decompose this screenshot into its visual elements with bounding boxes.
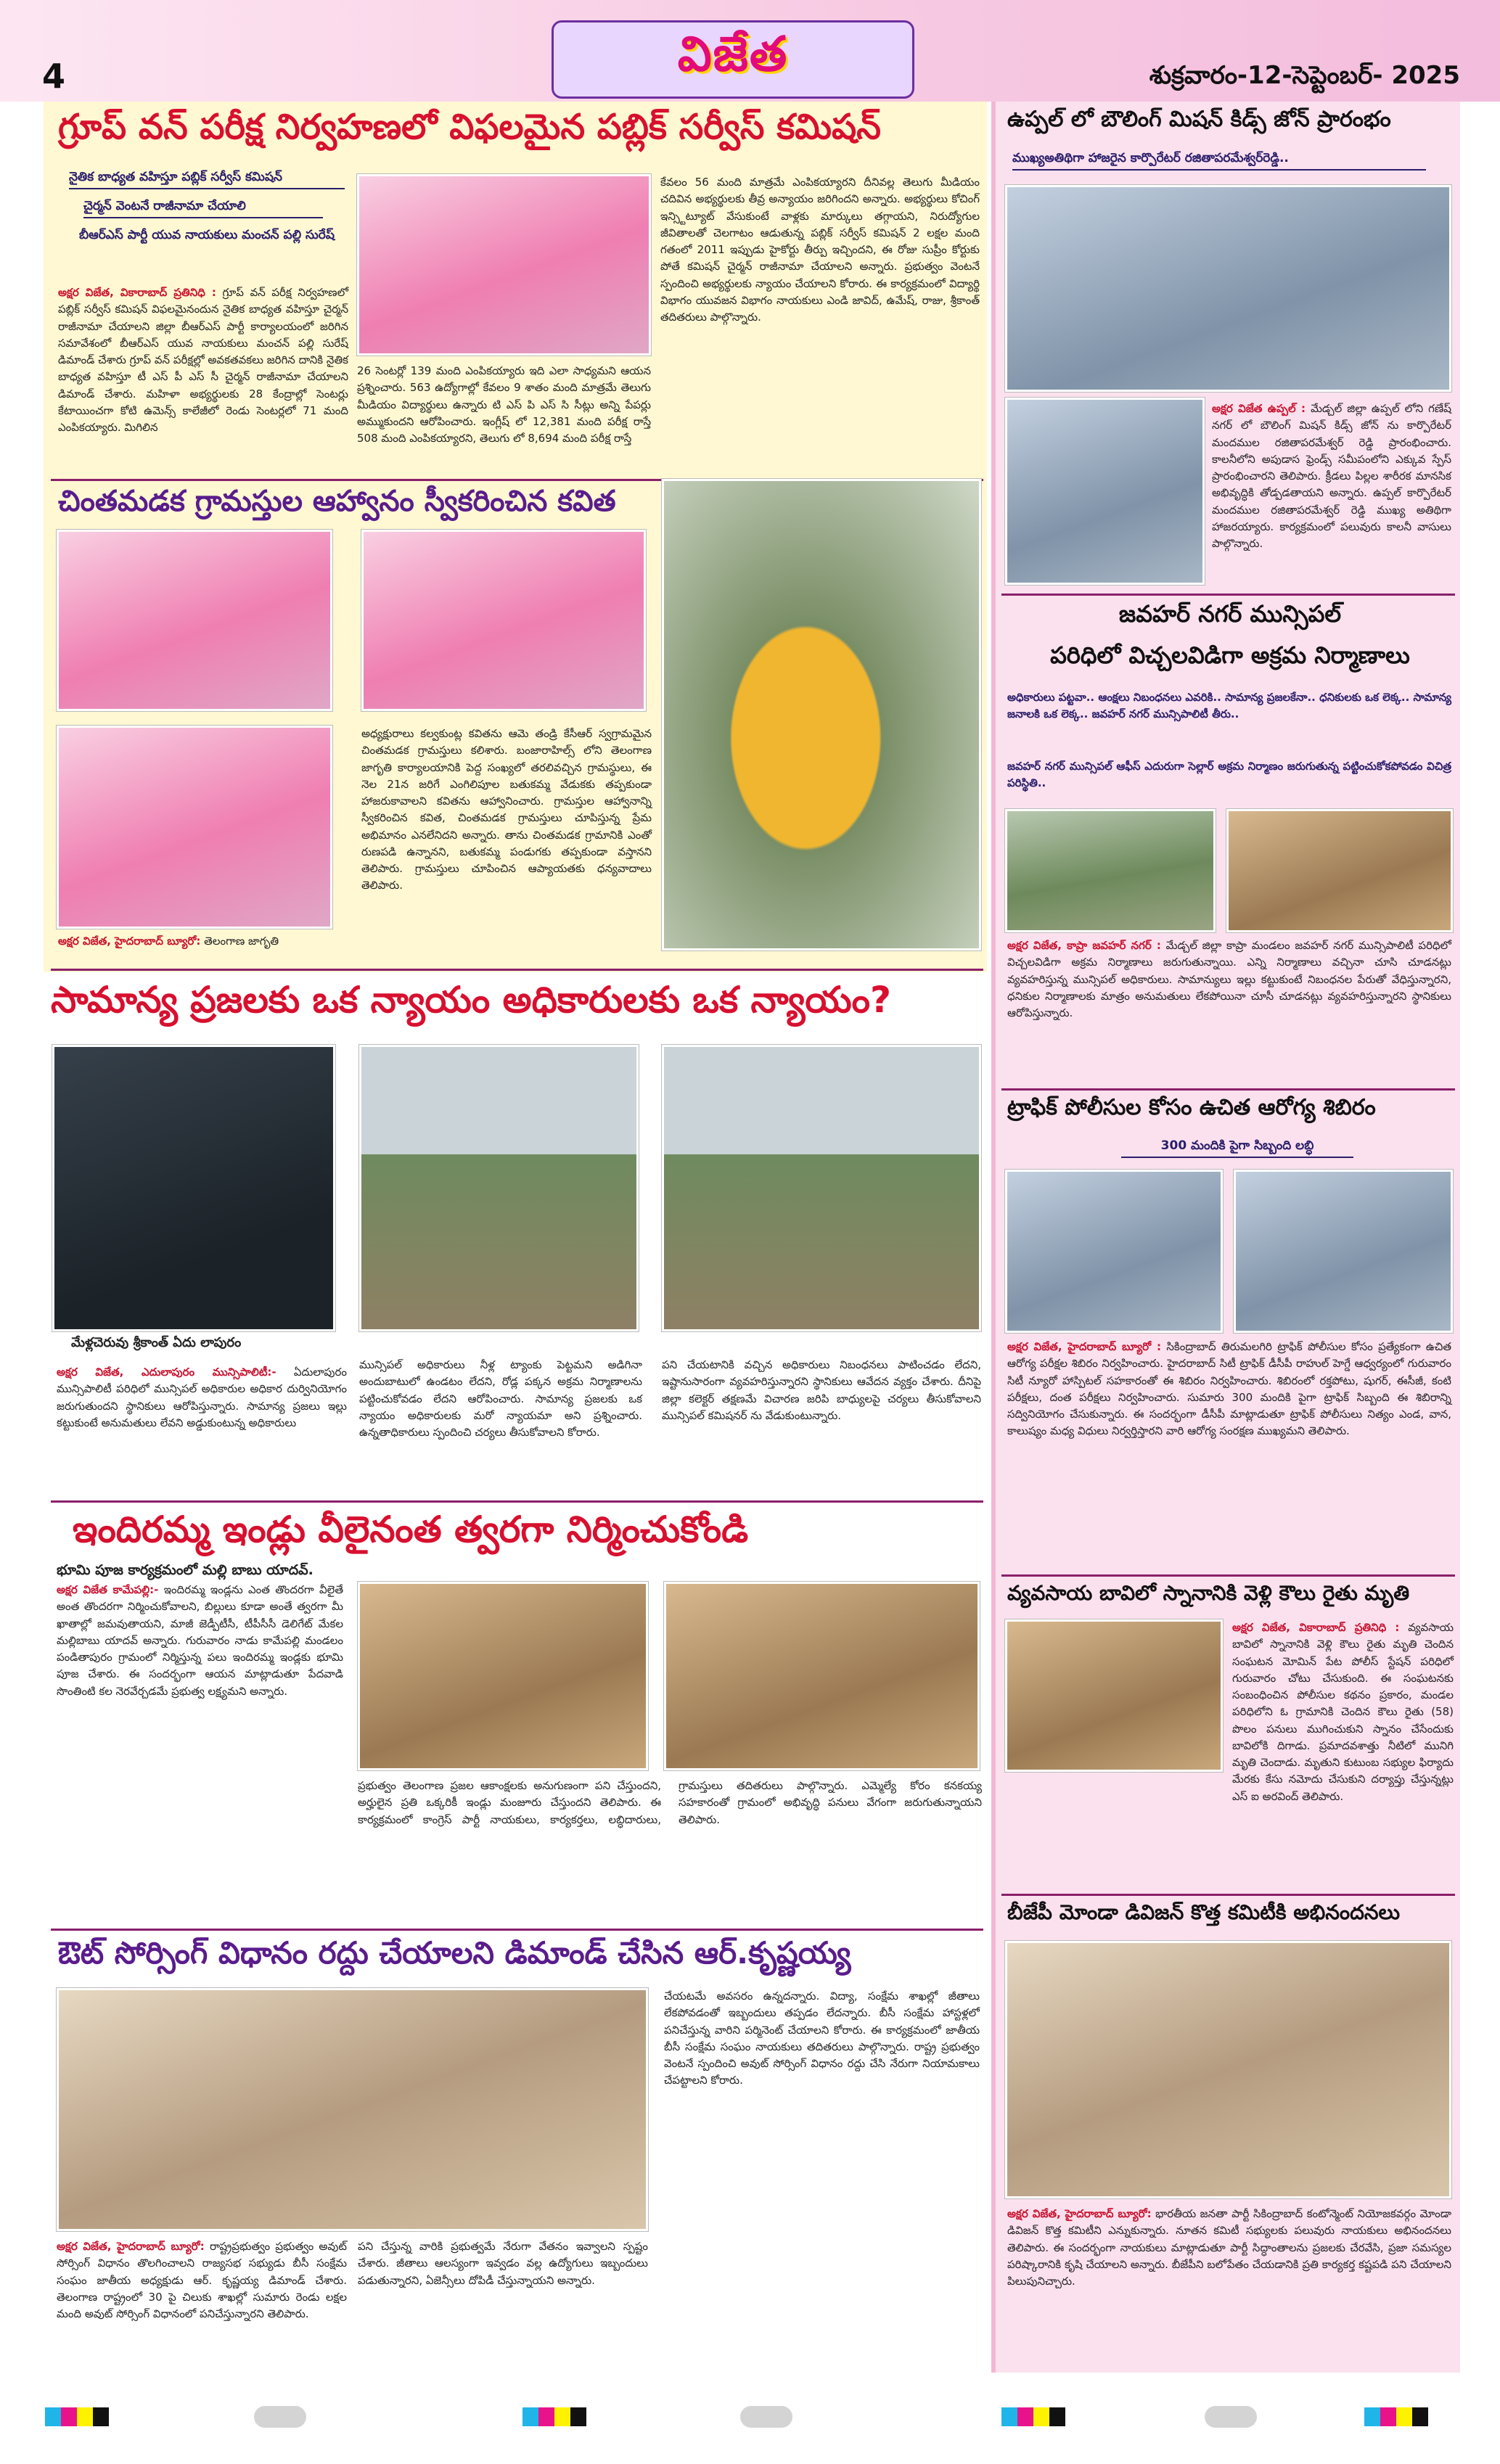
story1-subhead-1: నైతిక బాధ్యత వహిస్తూ పబ్లిక్ సర్వీస్ కమిషన్ [69,167,345,189]
story5-body-right: చేయటమే అవసరం ఉన్నదన్నారు. విద్యా, సంక్షేమ శాఖల్లో జీతాలు లేకపోవడంతో ఇబ్బందులు తప్పడం లేదన్నారు. బీసీ సంక్షేమ హాస్టళ్లలో పనిచేస్తున్న వారిని పర్మినెంట్ చేయాలని కోరారు. ఈ కార్యక్రమంలో జాతీయ బీసీ సంక్షేమ సంఘం నాయకులు తదితరులు పాల్గొన్నారు. రాష్ట్ర ప్రభుత్వం వెంటనే స్పందించి అవుట్ సోర్సింగ్ విధానం రద్దు చేసి నేరుగా నియామకాలు చేపట్టాలని కోరారు. [664,1989,980,2087]
right3-body-block [1007,1339,1451,1571]
page-number: 4 [42,57,66,96]
story4-body-left-block [57,1582,343,1923]
story3-body-left-block [57,1364,347,1495]
story4-subhead: భూమి పూజ కార్యక్రమంలో మల్లి బాబు యాదవ్. [57,1562,313,1578]
divider [1001,1894,1455,1896]
story1-body-left [58,284,348,473]
story5-photo-krishnaiah [57,1988,648,2231]
right5-body: భారతీయ జనతా పార్టీ సికింద్రాబాద్ కంటోన్మెంట్ నియోజకవర్గం మోండా డివిజన్ కొత్త కమిటీని ఎన్నుకున్నారు. నూతన కమిటీ సభ్యులకు పలువురు నాయకులు అభినందనలు తెలిపారు. ఈ సందర్భంగా నాయకులు మాట్లాడుతూ పార్టీ సిద్ధాంతాలను ప్రజలకు చేరవేసి, ప్రజా సమస్యల పరిష్కారానికి కృషి చేయాలని అన్నారు. బీజేపీని బలోపేతం చేయడానికి ప్రతి కార్యకర్త కష్టపడి పని చేయాలని పిలుపునిచ్చారు. [1007,2207,1451,2288]
right1-dateline: అక్షర విజేత ఉప్పల్ : [1212,402,1306,415]
right4-dateline: అక్షర విజేత, వికారాబాద్ ప్రతినిధి : [1232,1621,1400,1634]
story3-body-mid: మున్సిపల్ అధికారులు నీళ్ల ట్యాంకు పెట్టమని అడిగినా అందుబాటులో ఉండటం లేదని, రోడ్ల పక్కన అక్రమ నిర్మాణాలను పట్టించుకోవడం లేదని ఆరోపించారు. సామాన్య ప్రజలకు ఒక న్యాయం అధికారులకు మరో న్యాయమా అని ప్రశ్నించారు. ఉన్నతాధికారులు స్పందించి చర్యలు తీసుకోవాలని కోరారు. [359,1358,642,1439]
story4-headline: ఇందిరమ్మ ఇండ్లు వీలైనంత త్వరగా నిర్మించుకోండి [73,1508,749,1551]
story3-photo-srikanth [52,1045,335,1331]
right4-body-block [1232,1619,1454,1803]
right2-lead: అధికారులు పట్టవా.. ఆంక్షలు నిబంధనలు ఎవరికి.. సామాన్య ప్రజలకేనా.. ధనికులకు ఒక లెక్క.. సామాన్య జనాలకి ఒక లెక్క.. జవహర్ నగర్ మున్సిపాలిటీ తీరు.. [1007,691,1451,721]
story5-body-left-block [57,2238,347,2373]
story3-body-right: పని చేయటానికి వచ్చిన అధికారులు నిబంధనలు పాటించడం లేదని, ఇష్టానుసారంగా వ్యవహరిస్తున్నారని స్థానికులు ఆవేదన వ్యక్తం చేశారు. దీనిపై జిల్లా కలెక్టర్ తక్షణమే విచారణ జరిపి బాధ్యులపై చర్యలు తీసుకోవాలని మున్సిపల్ కమిషనర్ ను వేడుకుంటున్నారు. [662,1358,981,1422]
issue-date: శుక్రవారం-12-సెప్టెంబర్- 2025 [1149,61,1460,90]
registration-pill [740,2406,792,2428]
story5-headline: ఔట్ సోర్సింగ్ విధానం రద్దు చేయాలని డిమాండ్ చేసిన ఆర్.కృష్ణయ్య [58,1935,851,1971]
story4-body-right: ప్రభుత్వం తెలంగాణ ప్రజల ఆకాంక్షలకు అనుగుణంగా పని చేస్తుందని, అర్హులైన ప్రతి ఒక్కరికీ ఇండ్లు మంజూరు చేస్తుందని తెలిపారు. ఈ కార్యక్రమంలో కాంగ్రెస్ పార్టీ నాయకులు, కార్యకర్తలు, లబ్ధిదారులు, గ్రామస్తులు తదితరులు పాల్గొన్నారు. ఎమ్మెల్యే కోరం కనకయ్య సహకారంతో గ్రామంలో అభివృద్ధి పనులు వేగంగా జరుగుతున్నాయని తెలిపారు. [358,1779,982,1826]
right3-photo-camp-1 [1005,1170,1223,1333]
story1-dateline: అక్షర విజేత, వికారాబాద్ ప్రతినిధి : [58,286,216,299]
story2-dateline: అక్షర విజేత, హైదరాబాద్ బ్యూరో: [58,935,201,948]
right3-headline: ట్రాఫిక్ పోలీసుల కోసం ఉచిత ఆరోగ్య శిబిరం [1007,1095,1376,1120]
right4-photo [1005,1619,1223,1772]
story5-body-mid: పని చేస్తున్న వారికి ప్రభుత్వమే నేరుగా వేతనం ఇవ్వాలని స్పష్టం చేశారు. జీతాలు ఆలస్యంగా ఇవ్వడం వల్ల ఉద్యోగులు ఇబ్బందులు పడుతున్నారని, ఏజెన్సీలు దోపిడీ చేస్తున్నాయని అన్నారు. [358,2240,648,2287]
story3-headline: సామాన్య ప్రజలకు ఒక న్యాయం అధికారులకు ఒక న్యాయం? [51,979,891,1021]
right2-photo-construction [1226,809,1453,932]
story2-body-left: తెలంగాణ జాగృతి [204,935,279,948]
divider [1001,1574,1455,1577]
story4-dateline: అక్షర విజేత కామేపల్లి:- [57,1583,159,1596]
color-registration-bar [1001,2407,1065,2426]
story4-body-left: ఇందిరమ్మ ఇండ్లను ఎంత తొందరగా వీలైతే అంత తొందరగా నిర్మించుకోవాలని, బిల్లులు కూడా అంతే త్వరగా మీ ఖాతాల్లో జమవుతాయని, మాజీ జెడ్పీటీసీ, టీపీసీసీ డెలిగేట్ మేకల మల్లిబాబు యాదవ్ అన్నారు. గురువారం నాడు కామేపల్లి మండలం పండితాపురం గ్రామంలో నిర్మిస్తున్న పలు ఇందిరమ్మ ఇండ్లకు భూమి పూజ చేశారు. ఈ సందర్భంగా ఆయన మాట్లాడుతూ పేదవాడి సొంతింటి కల నెరవేర్చడమే ప్రభుత్వ లక్ష్యమని అన్నారు. [57,1583,343,1698]
right3-subhead: 300 మందికి పైగా సిబ్బంది లబ్ధి [1121,1136,1353,1158]
column-separator [991,102,996,2373]
color-registration-bar [1364,2407,1428,2426]
right3-photo-camp-2 [1234,1170,1453,1333]
story5-body-left: రాష్ట్రప్రభుత్వం ప్రభుత్వం అవుట్ సోర్సింగ్ విధానం తొలగించాలని రాజ్యసభ సభ్యుడు బీసీ సంక్షేమ సంఘం జాతీయ అధ్యక్షుడు ఆర్. కృష్ణయ్య డిమాండ్ చేశారు. తెలంగాణ రాష్ట్రంలో 30 పై చిలుకు శాఖల్లో సుమారు రెండు లక్షల మంది అవుట్ సోర్సింగ్ విధానంలో పనిచేస్తున్నారని తెలిపారు. [57,2240,347,2320]
story2-dateline-line [58,933,348,955]
story4-photo-bhoomi-puja [358,1582,648,1770]
story2-photo-kavitha [662,479,981,950]
right4-body: వ్యవసాయ బావిలో స్నానానికి వెళ్లి కౌలు రైతు మృతి చెందిన సంఘటన మోమిన్ పేట పోలీస్ స్టేషన్ పరిధిలో గురువారం చోటు చేసుకుంది. ఈ సంఘటనకు సంబంధించిన పోలీసుల కథనం ప్రకారం, మండల పరిధిలోని ఓ గ్రామానికి చెందిన కౌలు రైతు (58) పొలం పనులు ముగించుకుని స్నానం చేసేందుకు బావిలోకి దిగాడు. ప్రమాదవశాత్తు నీటిలో మునిగి మృతి చెందాడు. మృతుని కుటుంబ సభ్యుల ఫిర్యాదు మేరకు కేసు నమోదు చేసుకుని దర్యాప్తు చేస్తున్నట్లు ఎస్ ఐ అరవింద్ తెలిపారు. [1232,1621,1454,1803]
story3-photo-field-2 [662,1045,981,1331]
story2-body-right: అధ్యక్షురాలు కల్వకుంట్ల కవితను ఆమె తండ్రి కేసీఆర్ స్వగ్రామమైన చింతమడక గ్రామస్తులు కలిశారు. బంజారాహిల్స్ లోని తెలంగాణ జాగృతి కార్యాలయానికి పెద్ద సంఖ్యలో తరలివచ్చిన గ్రామస్థులు, ఈ నెల 21న జరిగే ఎంగిలిపూల బతుకమ్మ వేడుకకు తప్పకుండా హాజరుకావాలని కవితను ఆహ్వానించారు. గ్రామస్తుల ఆహ్వానాన్ని స్వీకరించిన కవిత, చింతమడక గ్రామస్తులు చూపిస్తున్న ప్రేమ అభిమానం ఎనలేనిదని అన్నారు. తాను చింతమడక గ్రామానికి ఎంతో రుణపడి ఉన్నానని, బతుకమ్మ పండుగకు తప్పకుండా వస్తానని తెలిపారు. గ్రామస్తులు చూపించిన ఆప్యాయతకు ధన్యవాదాలు తెలిపారు. [361,727,652,892]
right2-body-block [1007,937,1451,1083]
divider [1001,594,1455,596]
story3-dateline: అక్షర విజేత, ఎదులాపురం మున్సిపాలిటీ:- [57,1366,276,1379]
story1-subhead-2: చైర్మన్ వెంటనే రాజీనామా చేయాలి [83,196,323,218]
color-registration-bar [522,2407,586,2426]
story1-body-right: కేవలం 56 మంది మాత్రమే ఎంపికయ్యారని దీనివల్ల తెలుగు మీడియం చదివిన అభ్యర్థులకు తీవ్ర అన్యాయం జరిగిందని అన్నారు. అభ్యర్థులు కోచింగ్ ఇన్స్టిట్యూట్ వేసుకుంటే వాళ్లకు మార్కులు తగ్గాయని, నిరుద్యోగుల జీవితాలతో చెలగాటం ఆడుతున్న పబ్లిక్ సర్వీస్ కమిషన్ 2 లక్షల మంది గతంలో 2011 ఇప్పుడు హైకోర్టు తీర్పు ఇచ్చిందని, ఈ రోజు సుప్రీం కోర్టుకు పోతే కమిషన్ చైర్మన్ రాజీనామా చేయాలని అన్నారు. ప్రభుత్వం వెంటనే స్పందించి అభ్యర్థులకు న్యాయం చేయాలని కోరారు. ఈ కార్యక్రమంలో విద్యార్థి విభాగం యువజన విభాగం నాయకులు ఎండి జావిద్, ఉమేష్, రాజు, శ్రీకాంత్ తదితరులు పాల్గొన్నారు. [660,176,980,324]
story2-photo-2 [361,530,646,711]
divider [51,1500,983,1503]
story1-body-left-text: గ్రూప్ వన్ పరీక్ష నిర్వహణలో పబ్లిక్ సర్వీస్ కమిషన్ విఫలమైనందున నైతిక బాధ్యత వహిస్తూ చైర్మన్ రాజీనామా చేయాలని జిల్లా బీఆర్ఎస్ పార్టీ కార్యాలయంలో జరిగిన సమావేశంలో బీఆర్ఎస్ యువ నాయకులు మంచన్ పల్లి సురేష్ డిమాండ్ చేశారు గ్రూప్ వన్ పరీక్షల్లో అవకతవకలు జరిగిన దానికి నైతిక బాధ్యత వహిస్తూ టీ ఎస్ పీ ఎస్ సీ చైర్మన్ రాజీనామా చేయాలని డిమాండ్ చేశారు. మహిళా అభ్యర్థులకు 28 కేంద్రాల్లో సెంటర్లు కేటాయించగా కోటి ఉమెన్స్ కాలేజీలో రెండు సెంటర్లలో 71 మంది ఎంపికయ్యారు. మిగిలిన [58,286,348,434]
divider [51,969,983,971]
story1-headline: గ్రూప్ వన్ పరీక్ష నిర్వహణలో విఫలమైన పబ్లిక్ సర్వీస్ కమిషన్ [58,107,881,147]
right2-headline-1: జవహర్ నగర్ మున్సిపల్ [1118,600,1342,628]
right1-headline: ఉప్పల్ లో బౌలింగ్ మిషన్ కిడ్స్ జోన్ ప్రారంభం [1007,107,1391,132]
right1-body: మేడ్చల్ జిల్లా ఉప్పల్ లోని గణేష్ నగర్ లో బౌలింగ్ మిషన్ కిడ్స్ జోన్ ను కార్పొరేటర్ మందముల రజితాపరమేశ్వర్ రెడ్డి ప్రారంభించారు. కాలనీలోని అపుడాస ఫ్రెండ్స్ సమీపంలోని ఎక్కువ స్పేస్ ప్రారంభించారని తెలిపారు. క్రీడలు పిల్లల శారీరక మానసిక అభివృద్ధికి తోడ్పడతాయని అన్నారు. ఉప్పల్ కార్పొరేటర్ మందముల రజితాపరమేశ్వర్ రెడ్డి ముఖ్య అతిథిగా హాజరయ్యారు. కార్యక్రమంలో పలువురు కాలనీ వాసులు పాల్గొన్నారు. [1212,402,1451,550]
registration-pill [1205,2406,1257,2428]
right5-dateline: అక్షర విజేత, హైదరాబాద్ బ్యూరో: [1007,2207,1152,2220]
right2-headline-2: పరిధిలో విచ్చలవిడిగా అక్రమ నిర్మాణాలు [1050,641,1410,669]
right2-lead-2: జవహర్ నగర్ మున్సిపల్ ఆఫీస్ ఎదురుగా సెల్లార్ అక్రమ నిర్మాణం జరుగుతున్న పట్టించుకోకపోవడం విచిత్ర పరిస్థితి.. [1007,760,1451,790]
story1-body-mid: 26 సెంటర్లో 139 మంది ఎంపికయ్యారు ఇది ఎలా సాధ్యమని ఆయన ప్రశ్నించారు. 563 ఉద్యోగాల్లో కేవలం 9 శాతం మంది మాత్రమే తెలుగు మీడియం విద్యార్థులు ఉన్నారు టి ఎస్ పి ఎస్ సి సీట్లు అన్ని పేపర్లు అమ్ముకుందని ఆరోపించారు. ఇంగ్లీష్ లో 12,381 మంది పరీక్ష రాస్తే 508 మంది ఎంపికయ్యారని, తెలుగు లో 8,694 మంది పరీక్ష రాస్తే [357,364,651,445]
right3-body: సికింద్రాబాద్ తిరుమలగిరి ట్రాఫిక్ పోలీసుల కోసం ప్రత్యేకంగా ఉచిత ఆరోగ్య పరీక్షల శిబిరం నిర్వహించారు. హైదరాబాద్ సిటీ ట్రాఫిక్ డీసీపీ రాహుల్ హెగ్డే ఆధ్వర్యంలో గురువారం సిటీ న్యూరో హాస్పిటల్ సహకారంతో ఈ శిబిరం నిర్వహించారు. శిబిరంలో రక్తపోటు, షుగర్, ఈసీజీ, కంటి పరీక్షలు, దంత పరీక్షలు నిర్వహించారు. సుమారు 300 మందికి పైగా ట్రాఫిక్ సిబ్బంది ఈ శిబిరాన్ని సద్వినియోగం చేసుకున్నారు. ఈ సందర్భంగా డీసీపీ మాట్లాడుతూ ట్రాఫిక్ పోలీసులు నిత్యం ఎండ, వాన, కాలుష్యం మధ్య విధులు నిర్వర్తిస్తారని వారి ఆరోగ్య సంరక్షణ ముఖ్యమని తెలిపారు. [1007,1340,1451,1438]
registration-pill [254,2406,306,2428]
story4-photo-foundation [664,1582,980,1770]
right2-body: మేడ్చల్ జిల్లా కాప్రా మండలం జవహర్ నగర్ మున్సిపాలిటీ పరిధిలో విచ్చలవిడిగా అక్రమ నిర్మాణాలు జరుగుతున్నాయి. ఎన్ని నిర్మాణాలు వచ్చినా చూసి చూడనట్లు వ్యవహరిస్తున్న మున్సిపల్ అధికారులు. సామాన్యులు ఇల్లు కట్టుకుంటే నిబంధనల పేరుతో వేధిస్తున్నారని, ధనికుల నిర్మాణాలకు మాత్రం అనుమతులు లేకపోయినా చూసీ చూడనట్లు వ్యవహరిస్తున్నారని స్థానికులు ఆరోపిస్తున్నారు. [1007,939,1451,1019]
story5-dateline: అక్షర విజేత, హైదరాబాద్ బ్యూరో: [57,2240,205,2253]
right4-headline: వ్యవసాయ బావిలో స్నానానికి వెళ్లి కౌలు రైతు మృతి [1007,1581,1410,1605]
right1-photo-inauguration [1005,185,1451,392]
right5-body-block [1007,2206,1451,2373]
color-registration-bar [45,2407,109,2426]
story3-photo-field-1 [359,1045,639,1331]
story1-photo-brs-leaders [357,174,651,356]
right5-photo-bjp-committee [1005,1941,1451,2198]
story1-subhead-3: బీఆర్ఎస్ పార్టీ యువ నాయకులు మంచన్ పల్లి సురేష్ [79,228,335,242]
right2-dateline: అక్షర విజేత, కాప్రా జవహర్ నగర్ : [1007,939,1161,952]
story3-body-left: ఏదులాపురం మున్సిపాలిటీ పరిధిలో మున్సిపల్ అధికారుల అధికార దుర్వినియోగం జరుగుతుందని స్థానికులు ఆరోపిస్తున్నారు. సామాన్య ప్రజలు ఇల్లు కట్టుకుంటే అనుమతులు లేవని అడ్డుకుంటున్న అధికారులు [57,1366,347,1429]
divider [1001,1088,1455,1091]
story2-headline: చింతమడక గ్రామస్తుల ఆహ్వానం స్వీకరించిన కవిత [58,485,616,518]
divider [51,1929,983,1931]
right1-photo-kids-zone [1005,398,1205,585]
story3-photo-caption: మేళ్లచెరువు శ్రీకాంత్ ఏదు లాపురం [65,1334,247,1355]
right5-headline: బీజేపీ మోండా డివిజన్ కొత్త కమిటీకి అభినందనలు [1007,1900,1401,1924]
right2-photo-municipal-board [1005,809,1216,932]
right3-dateline: అక్షర విజేత, హైదరాబాద్ బ్యూరో : [1007,1340,1161,1353]
right1-subhead: ముఖ్యఅతిథిగా హాజరైన కార్పొరేటర్ రజితాపరమేశ్వర్‌రెడ్డి.. [1012,148,1426,171]
right1-body-block [1212,401,1451,585]
story2-photo-3 [57,726,332,929]
masthead-logo: విజేత [552,20,914,99]
story2-photo-1 [57,530,332,711]
